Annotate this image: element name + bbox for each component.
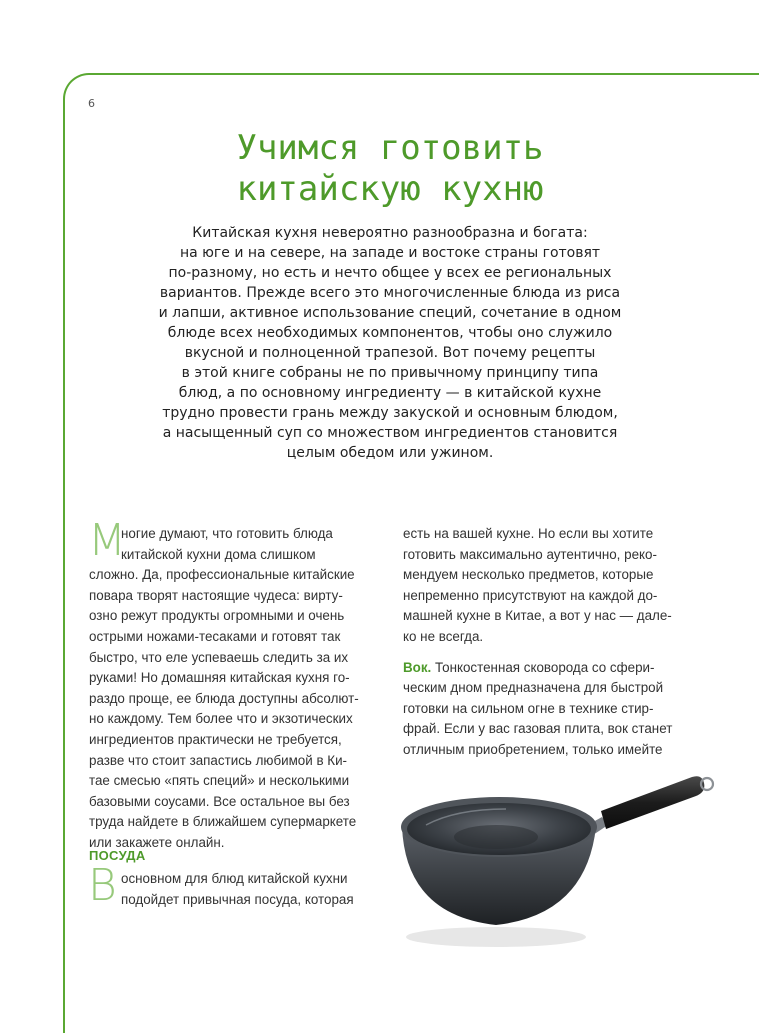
body-line: ко не всегда. [403,628,484,644]
body-line: машней кухне в Китае, а вот у нас — дале- [403,608,672,624]
body-line: есть на вашей кухне. Но если вы хотите [403,526,654,541]
dropcap-letter: В [88,860,117,911]
body-line: базовыми соусами. Все остальное вы без [89,793,350,809]
right-column-text [403,524,703,761]
body-line: или закажете онлайн. [89,834,225,850]
body-line: готовить максимально аутентично, реко- [403,546,657,562]
left-column-text [89,524,389,854]
body-line [403,658,703,679]
body-line: повара творят настоящие чудеса: вирту- [89,587,343,603]
body-line: отличным приобретением, только имейте [403,741,663,757]
intro-line: целым обедом или ужином. [286,445,494,461]
body-line: китайской кухни дома слишком [121,546,316,562]
body-line: разве что стоит запастись любимой в Ки- [89,752,348,768]
intro-line: трудно провести грань между закуской и основным блюдом, [162,405,618,421]
intro-line: блюд, а по основному ингредиенту — в китайской кухне [178,385,602,401]
wok-handle [601,776,704,829]
body-line: труда найдете в ближайшем супермаркете [89,814,357,830]
body-line: но каждому. Тем более что и экзотических [89,711,353,727]
page-title [130,128,650,210]
body-line: ингредиентов практически не требуется, [89,731,342,747]
body-line: ногие думают, что готовить блюда [121,526,333,541]
intro-line: и лапши, активное использование специй, сочетание в одном [158,305,622,321]
paragraph-gap [403,648,703,658]
intro-line: вариантов. Прежде всего это многочисленные блюда из риса [159,285,621,301]
body-line: мендуем несколько предметов, которые [403,567,654,583]
body-line: раздо проще, ее блюда доступны абсолют- [89,690,359,706]
intro-line: блюде всех необходимых компонентов, чтобы оно служило [167,325,613,341]
body-line: основном для блюд китайской кухни [121,871,348,886]
body-line: острыми ножами-тесаками и готовят так [89,628,341,644]
title-line-1: Учимся готовить [236,128,544,168]
dropcap-letter: М [88,515,126,566]
body-line: озно режут продукты огромными и очень [89,608,345,624]
body-line: сложно. Да, профессиональные китайские [89,567,355,583]
intro-paragraph [120,223,660,463]
body-line: тае смесью «пять специй» и несколькими [89,773,350,789]
section-heading-cookware: ПОСУДА [89,848,146,863]
intro-line: Китайская кухня невероятно разнообразна и богата: [192,225,588,241]
wok-illustration [396,765,726,955]
body-line: подойдет привычная посуда, которая [121,891,354,907]
intro-line: вкусной и полноценной трапезой. Вот почему рецепты [184,345,596,361]
page-number: 6 [88,97,95,110]
title-line-2: китайскую кухню [236,169,544,209]
body-line: непременно присутствуют на каждой до- [403,587,658,603]
body-line: готовки на сильном огне в технике стир- [403,700,654,716]
body-line: ческим дном предназначена для быстрой [403,680,664,696]
term-wok: Вок. [403,659,432,675]
body-line: быстро, что еле успеваешь следить за их [89,649,349,665]
body-line: фрай. Если у вас газовая плита, вок станет [403,721,673,737]
intro-line: а насыщенный суп со множеством ингредиентов становится [162,425,618,441]
cookware-text [89,869,389,910]
intro-line: в этой книге собраны не по привычному принципу типа [181,365,599,381]
wok-image [396,765,726,955]
wok-text: Тонкостенная сковорода со сфери- [431,659,655,675]
body-line: руками! Но домашняя китайская кухня го- [89,670,350,686]
intro-line: по-разному, но есть и нечто общее у всех ее региональных [168,265,612,281]
intro-line: на юге и на севере, на западе и востоке страны готовят [179,245,601,261]
